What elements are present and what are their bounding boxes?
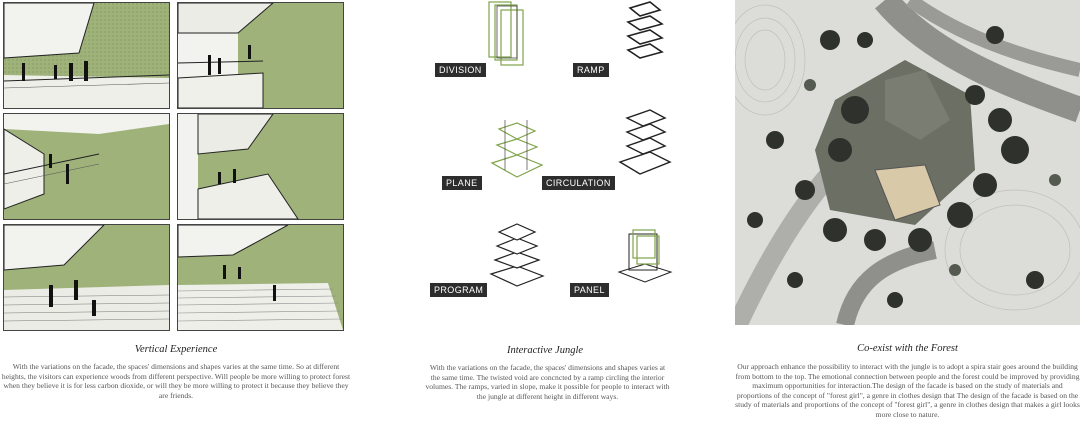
storyboard-frame-3 [3,113,170,220]
plane-diagram [487,115,547,185]
middle-caption-text: With the variations on the facade, the spaces' dimensions and shapes varies at the same time. The twisted void are concncted by a ramp circling the interior volumes. The ramps, varied in slope, make it possible for people to interact with the jungle at different height in different ways. [425,363,670,401]
storyboard-frame-1 [3,2,170,109]
panel-diagram [615,222,675,292]
left-caption-text: With the variations on the facade, the spaces' dimensions and shapes varies at the same time. So at different heights, the visitors can experience woods from different perspective. Will people be more willing to protect forest when they believe it is for less carbon dioxide, or will they be more willing to protect it because they believe they are friends. [1,362,351,400]
middle-caption-title: Interactive Jungle [506,345,584,356]
storyboard-frame-5 [3,224,170,331]
label-division: DIVISION [435,63,486,77]
circulation-diagram [615,102,675,187]
division-diagram [485,0,535,70]
site-plan-image [735,0,1080,325]
storyboard-frame-2 [177,2,344,109]
right-caption-text: Our approach enhance the possibility to interact with the jungle is to adopt a spira stair goes around the building from bottom to the top. The emotional connection between people and the forest could be improved by providing maximum opportunities for interaction.The design of the facade is based on the study of materials and proportions of the concept of "forest girl", a genre in clothes design that The design of the facade is based on the study of materials and proportions of the concept of "forest girl", a genre in clothes design that makes a girl looks more close to nature. [735,362,1080,419]
label-circulation: CIRCULATION [542,176,615,190]
label-panel: PANEL [570,283,609,297]
right-caption-title: Co-exist with the Forest [857,343,958,354]
ramp-diagram [620,0,670,70]
label-program: PROGRAM [430,283,487,297]
program-diagram [487,222,547,292]
storyboard-frame-4 [177,113,344,220]
label-ramp: RAMP [573,63,609,77]
label-plane: PLANE [442,176,482,190]
storyboard-frame-6 [177,224,344,331]
left-caption-title: Vertical Experience [134,344,218,355]
